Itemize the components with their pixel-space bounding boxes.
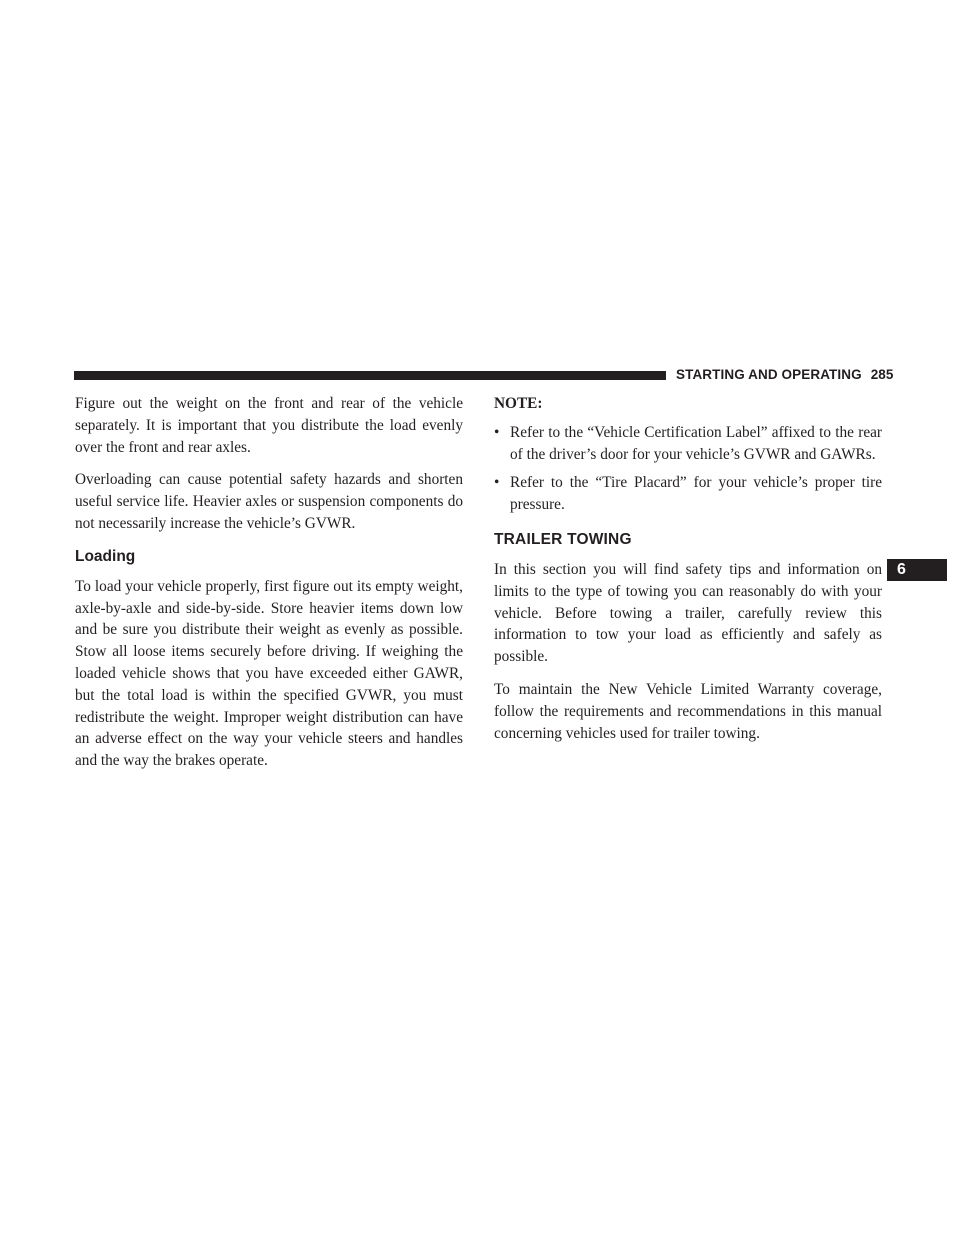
loading-paragraph: To load your vehicle properly, first figure out its empty weight, axle-by-axle and side-by-side. Store heavier items down low and be sure you distribute their weight as evenly as possible. Stow all loose items securely before driving. If weighing the loaded vehicle shows that you have exceeded either GAWR, but the total load is within the specified GVWR, you must redistribute the weight. Improper weight distribution can have an adverse effect on the way your vehicle steers and handles and the way the brakes operate.	[75, 577, 463, 770]
running-header	[676, 367, 894, 382]
section-title: STARTING AND OPERATING	[676, 367, 862, 382]
note-item	[494, 422, 882, 466]
page-number: 285	[870, 367, 894, 382]
body-paragraph: Figure out the weight on the front and rear of the vehicle separately. It is important that you distribute the load evenly over the front and rear axles.	[75, 395, 463, 456]
towing-paragraph: In this section you will find safety tips and information on limits to the type of towing you can reasonably do with your vehicle. Before towing a trailer, carefully review this information to tow your load as efficiently and safely as possible.	[494, 560, 882, 666]
note-text: Refer to the “Tire Placard” for your vehicle’s proper tire pressure.	[510, 474, 882, 514]
chapter-tab: 6	[887, 559, 947, 581]
loading-heading: Loading	[75, 547, 136, 565]
note-label: NOTE:	[494, 395, 543, 412]
note-list	[494, 422, 882, 516]
bullet-icon: •	[494, 474, 500, 492]
bullet-icon: •	[494, 423, 500, 441]
towing-paragraph: To maintain the New Vehicle Limited Warranty coverage, follow the requirements and recommendations in this manual concerning vehicles used for trailer towing.	[494, 680, 882, 742]
body-paragraph: Overloading can cause potential safety hazards and shorten useful service life. Heavier axles or suspension components do not necessarily increase the vehicle’s GVWR.	[75, 471, 463, 532]
trailer-towing-heading: TRAILER TOWING	[494, 530, 632, 548]
note-item	[494, 472, 882, 516]
header-rule	[74, 371, 666, 380]
right-column	[494, 393, 882, 755]
note-text: Refer to the “Vehicle Certification Label” affixed to the rear of the driver’s door for your vehicle’s GVWR and GAWRs.	[510, 423, 882, 463]
left-column	[75, 393, 463, 783]
